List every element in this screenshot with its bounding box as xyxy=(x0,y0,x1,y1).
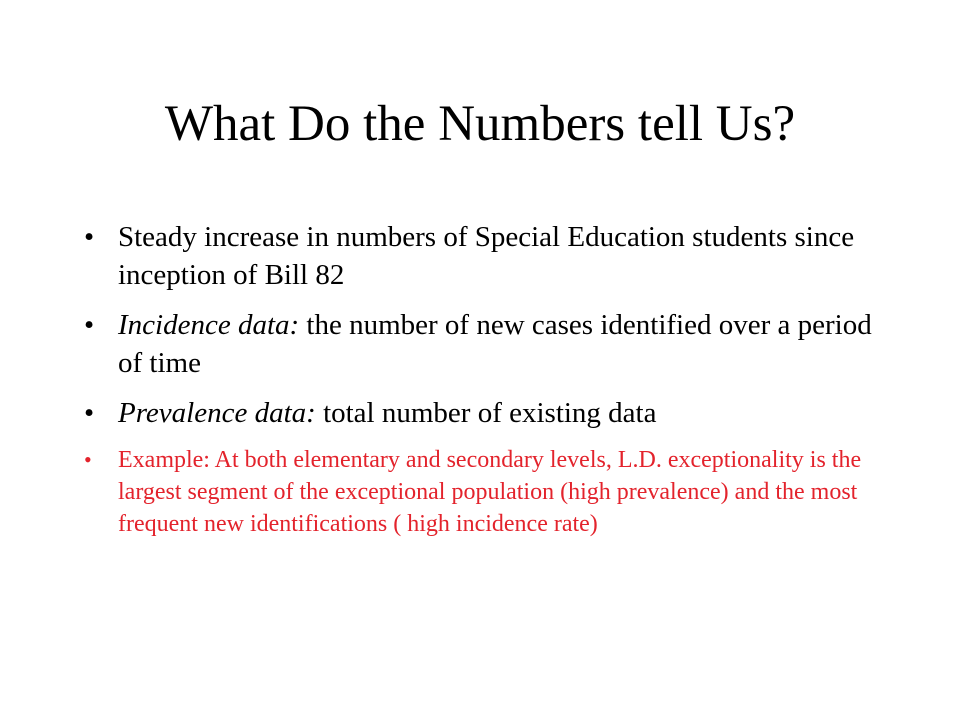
slide-title: What Do the Numbers tell Us? xyxy=(164,96,796,152)
bullet-dot-icon: • xyxy=(84,397,95,429)
bullet-dot-icon: • xyxy=(84,309,95,341)
bullet-item-incidence xyxy=(84,306,884,382)
bullet-term-incidence: Incidence data: xyxy=(118,309,300,341)
bullet-term-prevalence: Prevalence data: xyxy=(118,397,316,429)
bullet-text: total number of existing data xyxy=(315,397,657,429)
bullet-item-example xyxy=(84,444,884,540)
bullet-dot-icon: • xyxy=(84,221,95,253)
bullet-text: the number of new cases identified over a period of time xyxy=(118,309,872,379)
bullet-item-steady-increase xyxy=(84,218,884,294)
bullet-text: Steady increase in numbers of Special Education students since inception of Bill 82 xyxy=(118,221,855,291)
bullet-dot-icon: • xyxy=(84,447,92,472)
bullet-text: Example: At both elementary and secondary levels, L.D. exceptionality is the largest segment of the exceptional population (high prevalence) and the most frequent new identifications ( high incidence rate) xyxy=(118,447,862,537)
bullet-item-prevalence xyxy=(84,394,884,432)
bullet-list xyxy=(84,218,884,540)
